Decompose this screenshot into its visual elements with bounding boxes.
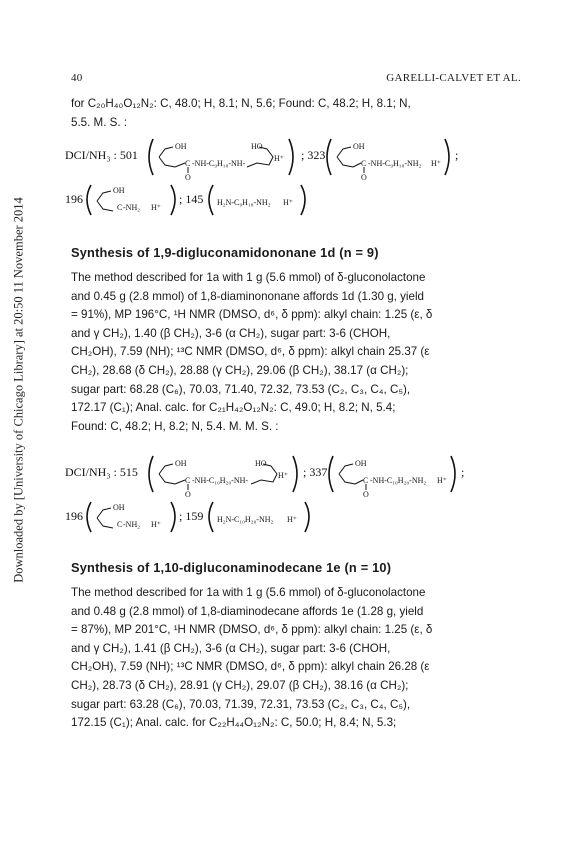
text-line: and γ CH₂), 1.40 (β CH₂), 3-6 (α CH₂), sugar part: 3-6 (CHOH, bbox=[71, 326, 391, 340]
label-ho: HO bbox=[251, 142, 263, 151]
label-o: O bbox=[361, 173, 367, 182]
label-hplus: H⁺ bbox=[278, 471, 288, 480]
ms-scheme-2-figure bbox=[65, 452, 515, 534]
separator: ; bbox=[461, 465, 465, 479]
text-line: for C₂₀H₄₀O₁₂N₂: C, 48.0; H, 8.1; N, 5.6; Found: C, 48.2; H, 8.1; N, bbox=[71, 97, 411, 110]
text-line: = 87%), MP 201°C, ¹H NMR (DMSO, d⁶, δ ppm): alkyl chain: 1.25 (ε, δ bbox=[71, 623, 433, 637]
text-line: 5.5. M. S. : bbox=[71, 115, 128, 129]
label-oh: OH bbox=[113, 186, 125, 195]
separator: ; bbox=[455, 148, 459, 162]
analysis-block-1c bbox=[71, 95, 516, 132]
ms1-chain: -NH-C₉H₁₈-NH- bbox=[192, 159, 246, 168]
label-hplus: H⁺ bbox=[274, 154, 284, 163]
label-oh: OH bbox=[175, 142, 187, 151]
label-oh: OH bbox=[353, 142, 365, 151]
label-hplus: H⁺ bbox=[287, 515, 297, 524]
label-c: C bbox=[363, 476, 369, 485]
text-line: CH₂OH), 7.59 (NH); ¹³C NMR (DMSO, d⁶, δ ppm): alkyl chain 26.28 (ε bbox=[71, 660, 430, 674]
ms2-peak-159: ; 159 bbox=[179, 509, 204, 523]
text-line: and γ CH₂), 1.41 (β CH₂), 3-6 (α CH₂), sugar part: 3-6 (CHOH, bbox=[71, 641, 391, 655]
label-c: C bbox=[185, 476, 191, 485]
label-hplus: H⁺ bbox=[151, 203, 161, 212]
text-line: 172.15 (C₁); Anal. calc. for C₂₂H₄₄O₁₂N₂: C, 50.0; H, 8.4; N, 5.3; bbox=[71, 716, 397, 730]
label-ho: HO bbox=[255, 459, 267, 468]
ms-scheme-1-figure bbox=[65, 135, 515, 217]
text-line: CH₂), 28.73 (δ CH₂), 28.91 (γ CH₂), 29.07 (β CH₂), 38.16 (α CH₂); bbox=[71, 678, 409, 692]
section-body-1e bbox=[71, 584, 516, 733]
ms2-peak-515: DCI/NH₃ : 515 bbox=[65, 465, 138, 479]
text-line: CH₂OH), 7.59 (NH); ¹³C NMR (DMSO, d⁶, δ ppm): alkyl chain 25.37 (ε bbox=[71, 345, 430, 359]
label-oh: OH bbox=[355, 459, 367, 468]
ms2-peak-337: ; 337 bbox=[303, 465, 328, 479]
text-line: and 0.45 g (2.8 mmol) of 1,8-diaminononane affords 1d (1.30 g, yield bbox=[71, 289, 424, 303]
label-hplus: H⁺ bbox=[437, 476, 447, 485]
label-c: C bbox=[117, 520, 123, 529]
ms-scheme-2 bbox=[65, 452, 515, 534]
label-o: O bbox=[185, 490, 191, 499]
ms1-peak-501: DCI/NH₃ : 501 bbox=[65, 148, 138, 162]
ms1-peak-196: 196 bbox=[65, 192, 83, 206]
section-body-1d bbox=[71, 269, 516, 436]
label-c: C bbox=[185, 159, 191, 168]
label-hplus: H⁺ bbox=[431, 159, 441, 168]
section-heading-1e: Synthesis of 1,10-digluconaminodecane 1e (n = 10) bbox=[71, 560, 392, 575]
text-line: and 0.48 g (2.8 mmol) of 1,8-diaminodecane affords 1e (1.28 g, yield bbox=[71, 604, 424, 618]
text-line: CH₂), 28.68 (δ CH₂), 28.88 (γ CH₂), 29.06 (β CH₂), 38.17 (α CH₂); bbox=[71, 363, 409, 377]
running-head: GARELLI-CALVET ET AL. bbox=[386, 72, 521, 84]
text-line: 172.17 (C₁); Anal. calc. for C₂₁H₄₂O₁₂N₂: C, 49.0; H, 8.2; N, 5.4; bbox=[71, 401, 396, 415]
label-hplus: H⁺ bbox=[151, 520, 161, 529]
download-notice bbox=[12, 140, 26, 640]
ms2-amide: -NH₂ bbox=[123, 520, 141, 529]
ms1-amide: -NH₂ bbox=[123, 203, 141, 212]
ms1-peak-145: ; 145 bbox=[179, 192, 204, 206]
page-number: 40 bbox=[71, 72, 83, 84]
ms2-peak-196: 196 bbox=[65, 509, 83, 523]
label-hplus: H⁺ bbox=[283, 198, 293, 207]
label-oh: OH bbox=[175, 459, 187, 468]
label-c: C bbox=[361, 159, 367, 168]
label-c: C bbox=[117, 203, 123, 212]
text-line: The method described for 1a with 1 g (5.6 mmol) of δ-gluconolactone bbox=[71, 586, 426, 599]
ms1-amine: H₂N-C₉H₁₈-NH₂ bbox=[217, 198, 271, 207]
download-notice-text: Downloaded by [University of Chicago Library] at 20:50 11 November 2014 bbox=[11, 197, 26, 583]
text-line: The method described for 1a with 1 g (5.6 mmol) of δ-gluconolactone bbox=[71, 271, 426, 284]
label-oh: OH bbox=[113, 503, 125, 512]
ms1-chain-short: -NH-C₉H₁₈-NH₂ bbox=[368, 159, 422, 168]
ms2-chain-short: -NH-C₁₀H₂₀-NH₂ bbox=[370, 476, 427, 485]
text-line: sugar part: 63.28 (C₆), 70.03, 71.39, 72.31, 73.53 (C₂, C₃, C₄, C₅), bbox=[71, 697, 411, 711]
text-line: sugar part: 68.28 (C₆), 70.03, 71.40, 72.32, 73.53 (C₂, C₃, C₄, C₅), bbox=[71, 382, 411, 396]
label-o: O bbox=[363, 490, 369, 499]
ms2-chain: -NH-C₁₀H₂₀-NH- bbox=[192, 476, 249, 485]
ms-scheme-1 bbox=[65, 135, 515, 217]
section-heading-1d: Synthesis of 1,9-digluconamidononane 1d (n = 9) bbox=[71, 245, 379, 260]
text-line: Found: C, 48.2; H, 8.2; N, 5.4. M. M. S. : bbox=[71, 419, 279, 433]
ms1-peak-323: ; 323 bbox=[301, 148, 326, 162]
ms2-amine: H₂N-C₁₀H₂₀-NH₂ bbox=[217, 515, 274, 524]
label-o: O bbox=[185, 173, 191, 182]
text-line: = 91%), MP 196°C, ¹H NMR (DMSO, d⁶, δ ppm): alkyl chain: 1.25 (ε, δ bbox=[71, 308, 433, 322]
